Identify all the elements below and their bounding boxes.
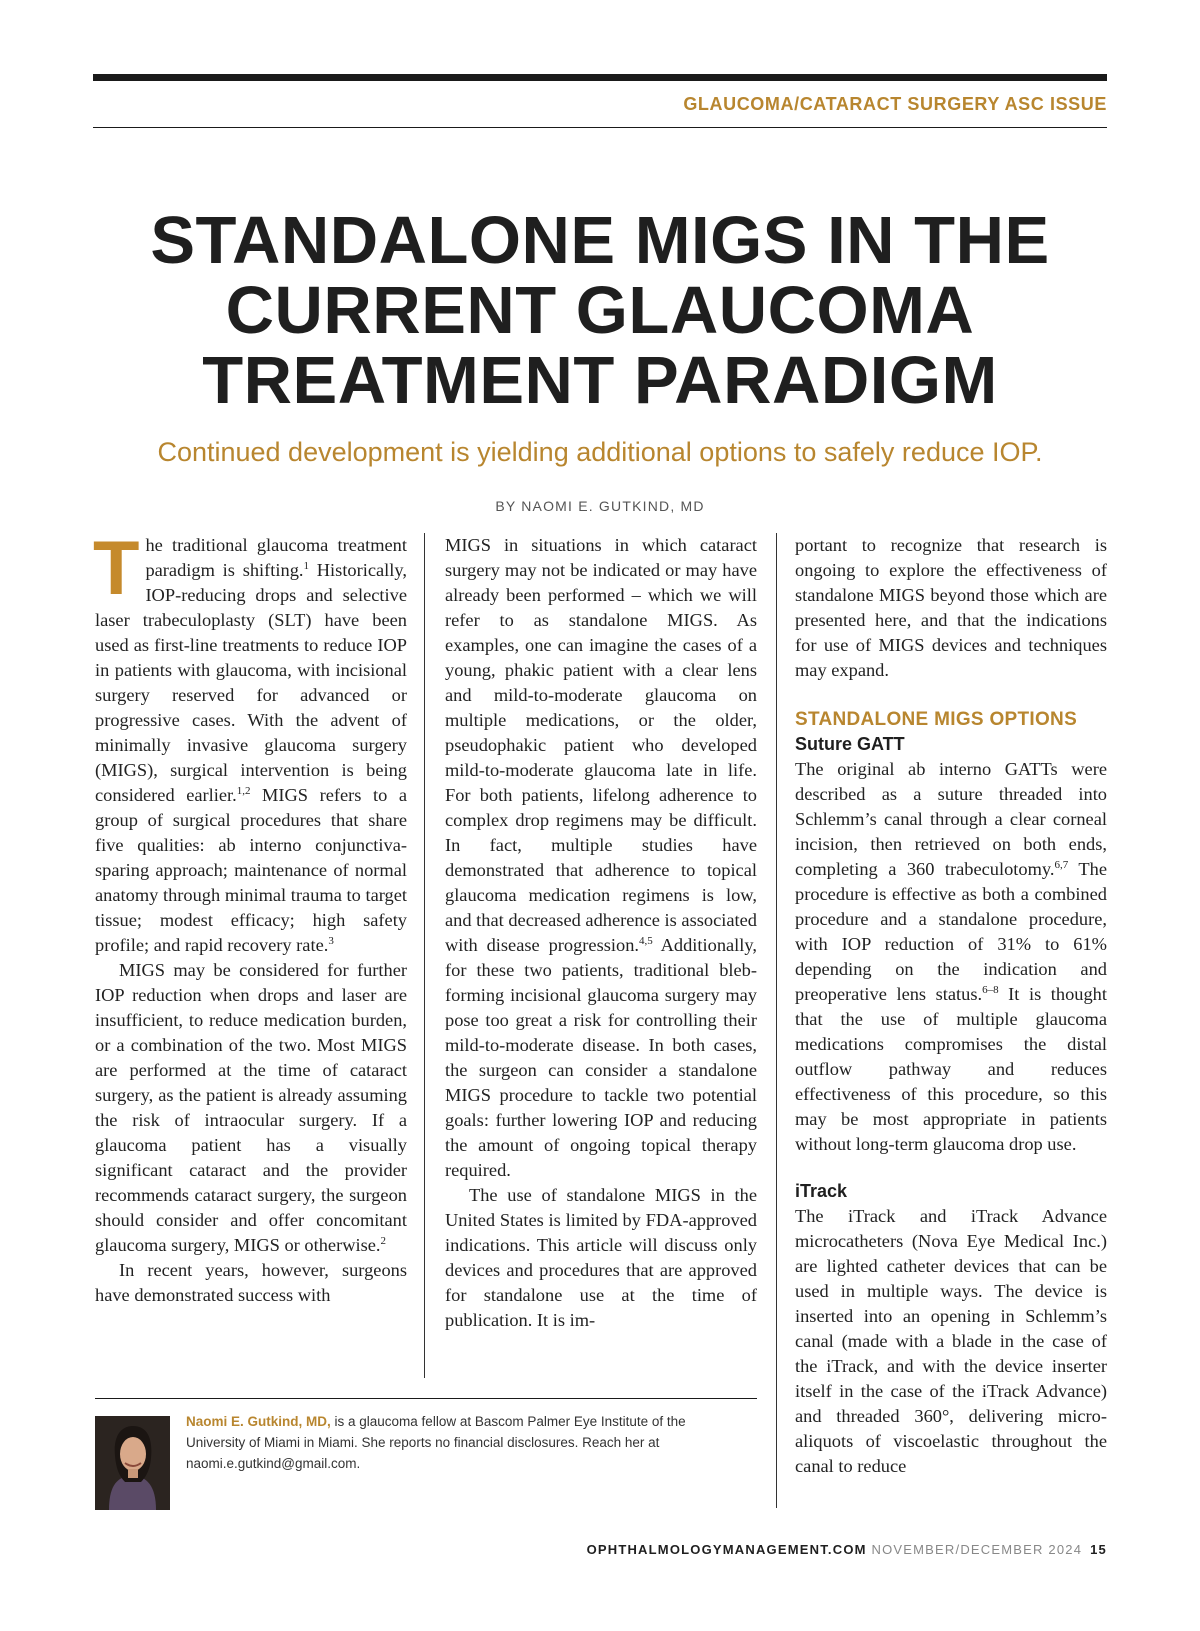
title-line: TREATMENT PARADIGM xyxy=(202,343,998,418)
citation: 6,7 xyxy=(1054,858,1069,871)
paragraph xyxy=(445,1183,757,1333)
citation: 1 xyxy=(303,559,309,572)
text-run: he traditional glaucoma treatment paradigm is shifting. xyxy=(145,535,407,580)
column-divider xyxy=(776,533,777,1508)
text-column-2 xyxy=(445,533,757,1333)
page-footer xyxy=(587,1542,1107,1557)
citation: 1,2 xyxy=(236,784,251,797)
citation: 3 xyxy=(328,934,334,947)
paragraph xyxy=(445,533,757,1183)
page-number: 15 xyxy=(1090,1542,1107,1557)
byline: BY NAOMI E. GUTKIND, MD xyxy=(495,498,705,514)
citation: 2 xyxy=(380,1234,387,1247)
article-deck: Continued development is yielding additional options to safely reduce IOP. xyxy=(157,437,1043,467)
author-portrait xyxy=(95,1416,170,1510)
text-run: The original ab interno GATTs were described as a suture threaded into Schlemm’s canal through a clear corneal incision, then retrieved on both ends, completing a 360 trabeculotomy. xyxy=(795,759,1107,879)
subheading: iTrack xyxy=(795,1181,848,1201)
paragraph xyxy=(795,533,1107,683)
header-rule xyxy=(93,127,1107,128)
text-run: It is thought that the use of multiple glaucoma medications compromises the distal outflow pathway and reduces effectiveness of this procedure, so this may be most appropriate in patients without long-term glaucoma drop use. xyxy=(795,984,1107,1154)
subheading: Suture GATT xyxy=(795,734,905,754)
bio-text: is a glaucoma fellow at Bascom Palmer Eye Institute of the University of Miami in Miami. She reports no financial disclosures. Reach her at naomi.e.gutkind@gmail.com. xyxy=(186,1414,686,1471)
issue-label: GLAUCOMA/CATARACT SURGERY ASC ISSUE xyxy=(683,94,1107,114)
section-heading: STANDALONE MIGS OPTIONS xyxy=(795,709,1078,730)
text-run: The use of standalone MIGS in the United States is limited by FDA-approved indications. This article will discuss only devices and procedures that are approved for standalone use at the time of publication. It is im- xyxy=(445,1185,757,1330)
top-rule xyxy=(93,74,1107,81)
text-column-3 xyxy=(795,533,1107,1479)
drop-cap: T xyxy=(93,526,140,611)
paragraph xyxy=(93,526,407,958)
text-run: MIGS refers to a group of surgical procedures that share five qualities: ab interno conjunctiva-sparing approach; maintenance of normal anatomy through minimal trauma to target tissue; modest efficacy; high safety profile; and rapid recovery rate. xyxy=(95,785,407,955)
title-line: CURRENT GLAUCOMA xyxy=(225,273,975,348)
author-name: Naomi E. Gutkind, MD, xyxy=(186,1414,331,1429)
text-run: Additionally, for these two patients, traditional bleb-forming incisional glaucoma surgery may pose too great a risk for controlling their mild-to-moderate disease. In both cases, the surgeon can consider a standalone MIGS procedure to tackle two potential goals: further lowering IOP and reducing the amount of ongoing topical therapy required. xyxy=(445,935,757,1180)
citation: 4,5 xyxy=(639,934,653,947)
column-divider xyxy=(424,533,425,1378)
text-run: The procedure is effective as both a combined procedure and a standalone procedure, with IOP reduction of 31% to 61% depending on the indication and preoperative lens status. xyxy=(795,859,1107,1004)
text-run: MIGS in situations in which cataract surgery may not be indicated or may have already been performed – which we will refer to as standalone MIGS. As examples, one can imagine the cases of a young, phakic patient with a clear lens and mild-to-moderate glaucoma on multiple medications, or the older, pseudophakic patient who developed mild-to-moderate glaucoma late in life. For both patients, lifelong adherence to complex drop regimens may be difficult. In fact, multiple studies have demonstrated that adherence to topical glaucoma medication regimens is low, and that decreased adherence is associated with disease progression. xyxy=(445,535,757,955)
issue-date: NOVEMBER/DECEMBER 2024 xyxy=(871,1542,1083,1557)
paragraph xyxy=(95,1258,407,1308)
site-name: OPHTHALMOLOGYMANAGEMENT.COM xyxy=(586,1542,867,1557)
text-run: Historically, IOP-reducing drops and selective laser trabeculoplasty (SLT) have been used as first-line treatments to reduce IOP in patients with glaucoma, with incisional surgery reserved for advanced or progressive cases. With the advent of minimally invasive glaucoma surgery (MIGS), surgical intervention is being considered earlier. xyxy=(95,560,407,805)
author-photo xyxy=(95,1416,170,1510)
text-run: MIGS may be considered for further IOP reduction when drops and laser are insufficient, to reduce medication burden, or a combination of the two. Most MIGS are performed at the time of cataract surgery, as the patient is already assuming the risk of intraocular surgery. If a glaucoma patient has a visually significant cataract and the provider recommends cataract surgery, the surgeon should consider and offer concomitant glaucoma surgery, MIGS or otherwise. xyxy=(95,960,407,1255)
bio-rule xyxy=(95,1398,757,1399)
citation: 6–8 xyxy=(982,983,999,996)
paragraph xyxy=(795,757,1107,1157)
paragraph xyxy=(795,1204,1107,1479)
text-run: portant to recognize that research is ongoing to explore the effectiveness of standalone MIGS beyond those which are presented here, and that the indications for use of MIGS devices and techniques may expand. xyxy=(795,535,1107,680)
text-column-1 xyxy=(93,526,407,1308)
paragraph xyxy=(95,958,407,1258)
title-line: STANDALONE MIGS IN THE xyxy=(150,203,1050,278)
text-run: The iTrack and iTrack Advance microcatheters (Nova Eye Medical Inc.) are lighted catheter devices that can be used in multiple ways. The device is inserted into an opening in Schlemm’s canal (made with a blade in the case of the iTrack, and with the device inserter itself in the case of the iTrack Advance) and threaded 360°, delivering micro-aliquots of viscoelastic throughout the canal to reduce xyxy=(795,1206,1107,1476)
article-title xyxy=(60,203,1140,418)
author-bio xyxy=(186,1411,746,1474)
text-run: In recent years, however, surgeons have demonstrated success with xyxy=(95,1260,407,1305)
